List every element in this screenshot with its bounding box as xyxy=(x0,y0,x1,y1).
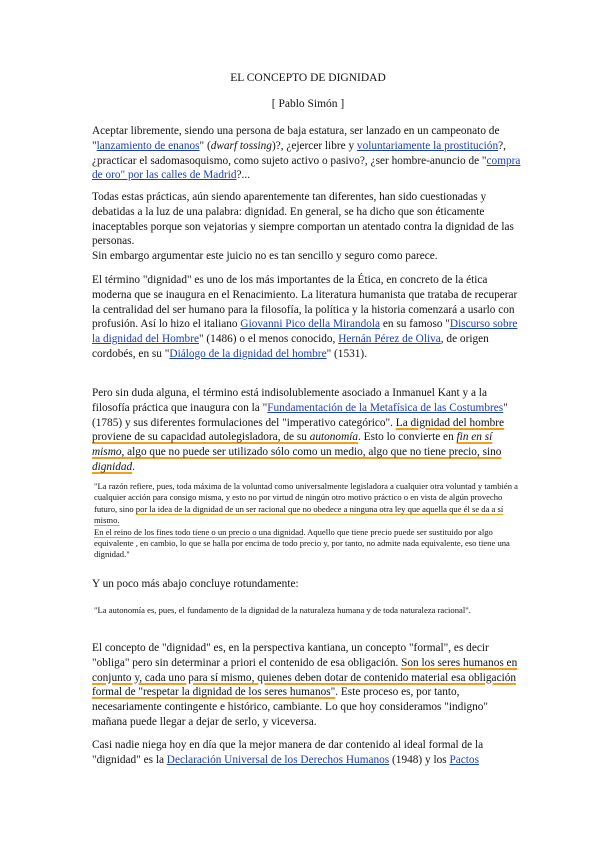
link-lanzamiento-enanos[interactable]: lanzamiento de enanos xyxy=(96,139,200,152)
paragraph-practicas xyxy=(92,190,524,264)
highlight: En el reino de los fines todo tiene o un precio o una dignidad xyxy=(94,526,304,537)
text: ?... xyxy=(236,169,251,182)
highlight: por la idea de la dignidad de un ser racional que no obedece a ninguna otra ley que aquella que él se da a sí mismo. xyxy=(94,503,504,526)
link-pactos[interactable]: Pactos xyxy=(449,753,479,766)
link-dialogo-dignidad[interactable]: Diálogo de la dignidad del hombre xyxy=(169,347,327,360)
paragraph-text: Todas estas prácticas, aún siendo aparentemente tan diferentes, han sido cuestionadas y debatidas a la luz de una palabra: dignidad. En general, se ha dicho que son éticamente inaceptables porque son vejatorias y siempre comportan un atentado contra la dignidad de las personas. xyxy=(92,191,514,248)
text: en su famoso " xyxy=(380,318,450,331)
text: La dignidad del hombre proviene de su capacidad autolegisladora, de su xyxy=(92,416,505,444)
text: El concepto de "dignidad" es, en la perspectiva kantiana, un concepto "formal", es decir "obliga" pero sin determinar a priori el contenido de esa obligación. xyxy=(92,642,489,669)
text: )?, ¿ejercer libre y xyxy=(271,139,357,152)
emphasis: fin en sí mismo xyxy=(92,431,493,459)
emphasis: autonomía xyxy=(309,431,359,444)
text: Aceptar libremente, siendo una persona de baja estatura, ser lanzado en un campeonato de " xyxy=(92,125,500,152)
text: (1948) y los xyxy=(389,753,450,766)
link-discurso-dignidad[interactable]: Discurso sobre la dignidad del Hombre xyxy=(92,318,518,346)
text: " (1486) o el menos conocido, xyxy=(198,333,339,346)
text: , de origen cordobés, en su " xyxy=(92,333,489,360)
link-pico-mirandola[interactable]: Giovanni Pico della Mirandola xyxy=(240,318,381,331)
text: . xyxy=(132,460,135,473)
emphasis: dignidad xyxy=(92,460,133,473)
paragraph-concluye: Y un poco más abajo concluye rotundamente: xyxy=(92,578,299,590)
text: "La razón refiere, pues, toda máxima de la voluntad como universalmente legisladora a cualquier otra voluntad y también a cualquier acción para consigo misma, y esto no por virtud de ningún otro motivo práctico o en vista de algún provecho futuro, sino xyxy=(94,481,518,514)
text: . Esto lo convierte en xyxy=(358,431,457,444)
document-author: [ Pablo Simón ] xyxy=(271,98,345,110)
text: " (1531). xyxy=(326,347,367,360)
text: ?, ¿practicar el sadomasoquismo, como sujeto activo o pasivo?, ¿ser hombre-anuncio de " xyxy=(92,139,506,167)
paragraph-text: Sin embargo argumentar este juicio no es tan sencillo y seguro como parece. xyxy=(92,250,438,263)
paragraph-termino xyxy=(92,273,524,362)
link-declaracion-universal[interactable]: Declaración Universal de los Derechos Humanos xyxy=(166,753,390,766)
link-compra-oro[interactable]: compra de oro" por las calles de Madrid xyxy=(92,154,521,182)
text: " ( xyxy=(199,139,211,152)
paragraph-kant xyxy=(92,386,524,475)
paragraph-formal xyxy=(92,641,524,730)
paragraph-intro xyxy=(92,124,524,183)
quote-kant-razon xyxy=(94,481,522,561)
text: , algo que no puede ser utilizado sólo como un medio, algo que no tiene precio, sino xyxy=(121,446,502,459)
text: . Aquello que tiene precio puede ser sustituido por algo equivalente , en cambio, lo que se halla por encima de todo precio y, por tanto, no admite nada equivalente, eso tiene una dignidad." xyxy=(94,526,510,560)
paragraph-derechos xyxy=(92,738,524,768)
link-fundamentacion[interactable]: Fundamentación de la Metafísica de las Costumbres xyxy=(267,401,504,414)
highlight: Son los seres humanos en conjunto y, cada uno para sí mismo, quienes deben dotar de contenido material esa obligación formal de "respetar la dignidad de los seres humanos" xyxy=(92,656,518,699)
document-title: EL CONCEPTO DE DIGNIDAD xyxy=(230,72,386,84)
quote-kant-autonomia: "La autonomía es, pues, el fundamento de la dignidad de la naturaleza humana y de toda naturaleza racional". xyxy=(94,605,471,615)
text: Pero sin duda alguna, el término está indisolublemente asociado a Inmanuel Kant y a la filosofía práctica que inaugura con la " xyxy=(92,387,487,414)
text: . Este proceso es, por tanto, necesariamente contingente e histórico, cambiante. Lo que hoy consideramos "indigno" mañana puede llegar a dejar de serlo, y viceversa. xyxy=(92,686,489,728)
link-prostitucion[interactable]: voluntariamente la prostitución xyxy=(356,139,499,152)
text: Casi nadie niega hoy en día que la mejor manera de dar contenido al ideal formal de la "dignidad" es la xyxy=(92,739,484,766)
emphasis: dwarf tossing xyxy=(210,139,272,152)
text: El término "dignidad" es uno de los más importantes de la Ética, en concreto de la ética moderna que se inaugura en el Renacimiento. La literatura humanista que trataba de recuperar la centralidad del ser humano para la filosofía, la política y la historia comenzará a usarlo con profusión. Así lo hizo el italiano xyxy=(92,274,518,331)
text: " (1785) y sus diferentes formulaciones del "imperativo categórico". xyxy=(92,401,508,429)
link-perez-oliva[interactable]: Hernán Pérez de Oliva xyxy=(338,333,441,346)
